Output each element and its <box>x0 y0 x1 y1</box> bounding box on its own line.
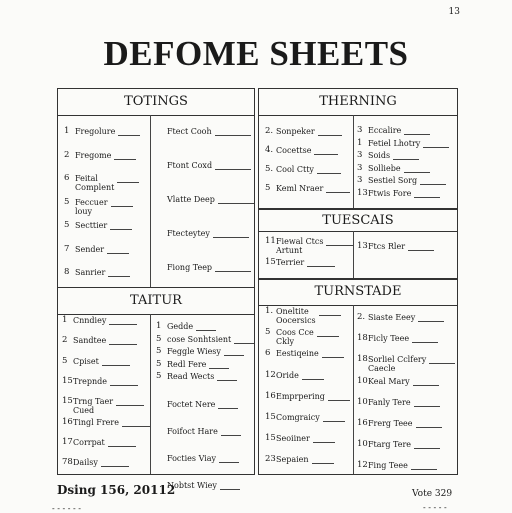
field-row <box>357 164 430 173</box>
fill-in-line <box>107 245 129 254</box>
field-number: 5 <box>156 333 162 344</box>
section-heading: TOTINGS <box>58 89 254 116</box>
fill-in-line <box>312 455 334 464</box>
field-row <box>64 221 132 230</box>
fill-in-line <box>322 349 344 358</box>
field-number: 13 <box>357 187 368 198</box>
field-number: 17 <box>62 436 73 447</box>
field-label: Ftecteytey <box>167 229 210 238</box>
field-label: Ftcs Rler <box>368 242 406 251</box>
field-label: Ficly Teee <box>368 334 410 344</box>
field-row <box>357 440 440 449</box>
field-row <box>357 176 446 185</box>
fill-in-line <box>318 127 342 136</box>
fill-in-line <box>109 316 137 325</box>
fill-in-line <box>109 336 137 345</box>
section-heading: TURNSTADE <box>259 279 457 306</box>
field-number: 23 <box>265 454 276 465</box>
field-label: Oneltite Oocersics <box>276 307 316 325</box>
fill-in-line <box>404 164 430 173</box>
field-number: 15 <box>265 433 276 444</box>
field-label: Foctet Nere <box>167 400 216 410</box>
field-label: Sender <box>75 244 105 254</box>
fill-in-line <box>114 151 136 160</box>
field-number: 15 <box>265 257 276 267</box>
fill-in-line <box>414 398 440 407</box>
fill-in-line <box>416 419 442 428</box>
field-label: Comgraicy <box>276 413 320 422</box>
field-label: Eccalire <box>368 126 402 135</box>
section-totings <box>57 88 255 288</box>
field-label: Sestiel Sorg <box>368 176 418 185</box>
fill-in-line <box>215 161 251 170</box>
fill-in-line <box>108 268 130 277</box>
fill-in-line <box>218 195 254 204</box>
field-number: 3 <box>357 125 363 135</box>
section-therning <box>258 88 458 210</box>
field-number: 8 <box>64 267 70 277</box>
field-label: Corrpat <box>73 437 105 447</box>
fill-in-line <box>219 454 239 463</box>
field-row <box>62 397 144 415</box>
field-row <box>156 335 254 344</box>
field-number: 1 <box>156 321 162 331</box>
field-number: 2 <box>64 149 70 160</box>
fill-in-line <box>196 322 216 331</box>
field-label: Cpiset <box>73 356 99 366</box>
field-row <box>62 438 136 447</box>
field-label: Secttier <box>75 221 108 230</box>
fill-in-line <box>408 242 434 251</box>
field-label: Redl Fere <box>167 359 207 369</box>
field-row <box>265 328 339 346</box>
fill-in-line <box>412 334 438 343</box>
fill-in-line <box>111 198 133 207</box>
field-label: Seoiiner <box>276 434 310 444</box>
field-number: 13 <box>357 241 368 251</box>
field-label: Soids <box>368 151 391 160</box>
field-number: 12 <box>357 460 368 471</box>
field-label: Ftont Coxd <box>167 161 213 170</box>
field-label: Feccuer louy <box>75 197 108 216</box>
field-row <box>357 419 442 428</box>
field-number: 10 <box>357 375 368 386</box>
field-number: 5 <box>265 183 271 193</box>
field-row <box>156 127 251 136</box>
field-number: 18 <box>357 354 368 365</box>
field-row <box>156 427 241 436</box>
field-number: 5. <box>265 164 274 174</box>
section-heading: TUESCAIS <box>259 209 457 232</box>
fill-in-line <box>317 328 339 337</box>
field-label: Sorliel Cclfery Caecle <box>368 355 427 374</box>
field-row <box>62 377 138 386</box>
field-label: Vlatte Deep <box>167 195 215 204</box>
field-number: 2 <box>62 335 68 346</box>
field-label: Siaste Eeey <box>368 313 416 322</box>
fill-in-line <box>317 165 341 174</box>
fill-in-line <box>314 146 338 155</box>
field-label: Sandtee <box>73 336 107 346</box>
field-row <box>64 245 129 254</box>
fill-in-line <box>307 258 335 267</box>
fill-in-line <box>393 151 419 160</box>
field-row <box>357 398 440 407</box>
field-number: 6 <box>265 348 271 359</box>
field-row <box>265 307 341 325</box>
section-tuescais <box>258 208 458 280</box>
fill-in-line <box>319 307 341 316</box>
fill-in-line <box>413 377 439 386</box>
field-label: Keml Nraer <box>276 184 324 193</box>
field-row <box>265 184 350 193</box>
field-number: 16 <box>62 416 73 427</box>
field-label: Fiong Teep <box>167 263 213 272</box>
footer-date: Dsing 156, 20112 <box>57 483 176 497</box>
field-label: Focties Viay <box>167 454 217 464</box>
field-number: 1 <box>357 137 363 148</box>
fill-in-line <box>404 126 430 135</box>
fill-in-line <box>423 139 449 148</box>
field-label: Ftect Cooh <box>167 127 212 136</box>
field-row <box>357 139 449 148</box>
fill-in-line <box>224 347 244 356</box>
fill-in-line <box>102 357 130 366</box>
field-number: 2. <box>265 126 274 136</box>
section-turnstade <box>258 278 458 475</box>
field-row <box>156 372 237 381</box>
fill-in-line <box>328 392 350 401</box>
field-row <box>62 316 137 325</box>
field-number: 78 <box>62 457 73 468</box>
field-row <box>357 313 444 322</box>
field-number: 3 <box>357 162 363 173</box>
page-number: 13 <box>448 7 460 17</box>
field-row <box>156 322 216 331</box>
field-row <box>156 454 239 463</box>
field-label: Gedde <box>167 322 194 331</box>
fill-in-line <box>411 461 437 470</box>
field-number: 7 <box>64 243 70 254</box>
fill-in-line <box>323 413 345 422</box>
field-label: Nobtst Wiey <box>167 481 217 491</box>
field-row <box>357 355 455 373</box>
field-label: Sonpeker <box>276 127 315 136</box>
field-row <box>265 165 341 174</box>
field-row <box>156 360 229 369</box>
field-label: Cnndiey <box>73 316 107 325</box>
fill-in-line <box>110 377 138 386</box>
field-number: 1. <box>265 306 274 316</box>
footer-note-right: - - - - - <box>423 503 447 512</box>
field-number: 15 <box>62 375 73 386</box>
fill-in-line <box>215 263 251 272</box>
fill-in-line <box>420 176 446 185</box>
field-label: Coos Cce Ckly <box>276 328 314 347</box>
section-heading: TAITUR <box>58 288 254 315</box>
field-row <box>64 198 133 216</box>
field-number: 2. <box>357 312 366 322</box>
field-row <box>357 126 430 135</box>
field-row <box>265 349 344 358</box>
field-row <box>357 189 440 198</box>
field-row <box>156 347 244 356</box>
field-row <box>156 229 249 238</box>
field-row <box>357 334 438 343</box>
field-label: Feggle Wiesy <box>167 347 221 357</box>
field-number: 10 <box>357 439 368 450</box>
field-label: Oride <box>276 370 299 380</box>
field-label: Solliebe <box>368 163 401 173</box>
field-row <box>62 418 150 427</box>
field-row <box>64 268 130 277</box>
field-label: Fregolure <box>75 127 116 136</box>
field-label: Fiewal Ctcs Artunt <box>276 237 324 255</box>
field-row <box>64 174 139 192</box>
field-label: Ftwis Fore <box>368 188 412 198</box>
fill-in-line <box>220 481 240 490</box>
field-label: Sanrier <box>75 268 106 277</box>
field-number: 5 <box>156 346 162 357</box>
field-label: Fing Teee <box>368 461 408 471</box>
field-row <box>62 458 129 467</box>
field-row <box>156 195 254 204</box>
field-number: 5 <box>64 220 70 230</box>
field-label: Tingl Frere <box>73 417 119 427</box>
fill-in-line <box>414 189 440 198</box>
field-label: cose Sonhtsient <box>167 334 232 344</box>
field-row <box>265 146 338 155</box>
fill-in-line <box>217 372 237 381</box>
field-row <box>64 127 140 136</box>
field-label: Cocettse <box>276 146 312 155</box>
field-row <box>156 161 251 170</box>
field-number: 10 <box>357 396 368 407</box>
fill-in-line <box>414 440 440 449</box>
field-row <box>357 151 419 160</box>
fill-in-line <box>215 127 251 136</box>
field-number: 1 <box>64 126 70 136</box>
fill-in-line <box>209 360 229 369</box>
field-label: Read Wects <box>167 372 215 382</box>
fill-in-line <box>326 237 354 246</box>
field-number: 1 <box>62 315 68 325</box>
fill-in-line <box>108 438 136 447</box>
field-label: Dailsy <box>73 458 98 468</box>
field-row <box>265 237 354 255</box>
fill-in-line <box>118 127 140 136</box>
field-label: Sepaien <box>276 455 309 465</box>
field-number: 15 <box>62 396 73 407</box>
field-number: 3 <box>357 175 363 185</box>
field-row <box>62 357 130 366</box>
fill-in-line <box>418 313 444 322</box>
fill-in-line <box>117 174 139 183</box>
field-number: 3 <box>357 150 363 160</box>
field-number: 5 <box>156 358 162 369</box>
fill-in-line <box>116 397 144 406</box>
field-row <box>265 127 342 136</box>
fill-in-line <box>122 418 150 427</box>
fill-in-line <box>302 371 324 380</box>
field-row <box>64 151 136 160</box>
fill-in-line <box>101 458 129 467</box>
field-number: 5 <box>265 327 271 338</box>
field-row <box>357 377 439 386</box>
field-row <box>265 434 335 443</box>
field-row <box>265 258 335 267</box>
field-number: 16 <box>265 390 276 401</box>
field-row <box>156 263 251 272</box>
field-label: Keal Mary <box>368 376 410 386</box>
field-label: Cool Ctty <box>276 165 314 174</box>
field-row <box>265 413 345 422</box>
field-number: 5 <box>156 371 162 382</box>
fill-in-line <box>234 335 254 344</box>
field-row <box>265 392 350 401</box>
field-label: Emprpering <box>276 391 325 401</box>
field-row <box>265 455 334 464</box>
footer-vote: Vote 329 <box>412 489 453 499</box>
field-number: 4. <box>265 145 274 155</box>
section-heading: THERNING <box>259 89 457 116</box>
field-label: Ftarg Tere <box>368 440 412 450</box>
field-row <box>62 336 137 345</box>
field-row <box>156 400 238 409</box>
fill-in-line <box>213 229 249 238</box>
field-row <box>265 371 324 380</box>
field-row <box>357 461 437 470</box>
field-number: 5 <box>64 196 70 207</box>
field-label: Trng Taer Cued <box>73 397 114 416</box>
page-title: DEFOME SHEETS <box>103 34 409 73</box>
fill-in-line <box>429 355 455 364</box>
fill-in-line <box>326 184 350 193</box>
field-number: 12 <box>265 369 276 380</box>
field-label: Trepnde <box>73 376 108 386</box>
field-label: Terrier <box>276 258 305 267</box>
fill-in-line <box>110 221 132 230</box>
field-label: Feital Complent <box>75 174 115 192</box>
fill-in-line <box>221 427 241 436</box>
field-number: 6 <box>64 173 70 183</box>
field-number: 15 <box>265 412 276 422</box>
field-number: 16 <box>357 418 368 428</box>
field-label: Eestiqeine <box>276 349 319 359</box>
field-label: Foifoct Hare <box>167 427 218 437</box>
fill-in-line <box>218 400 238 409</box>
footer-note-left: - - - - - - <box>52 504 81 513</box>
field-row <box>357 242 434 251</box>
field-label: Frerg Teee <box>368 419 413 428</box>
field-number: 11 <box>265 236 276 246</box>
field-number: 5 <box>62 355 68 366</box>
fill-in-line <box>313 434 335 443</box>
field-label: Fetiel Lhotry <box>368 138 421 148</box>
field-label: Fregome <box>75 150 112 160</box>
field-label: Fanly Tere <box>368 397 411 407</box>
field-number: 18 <box>357 333 368 344</box>
